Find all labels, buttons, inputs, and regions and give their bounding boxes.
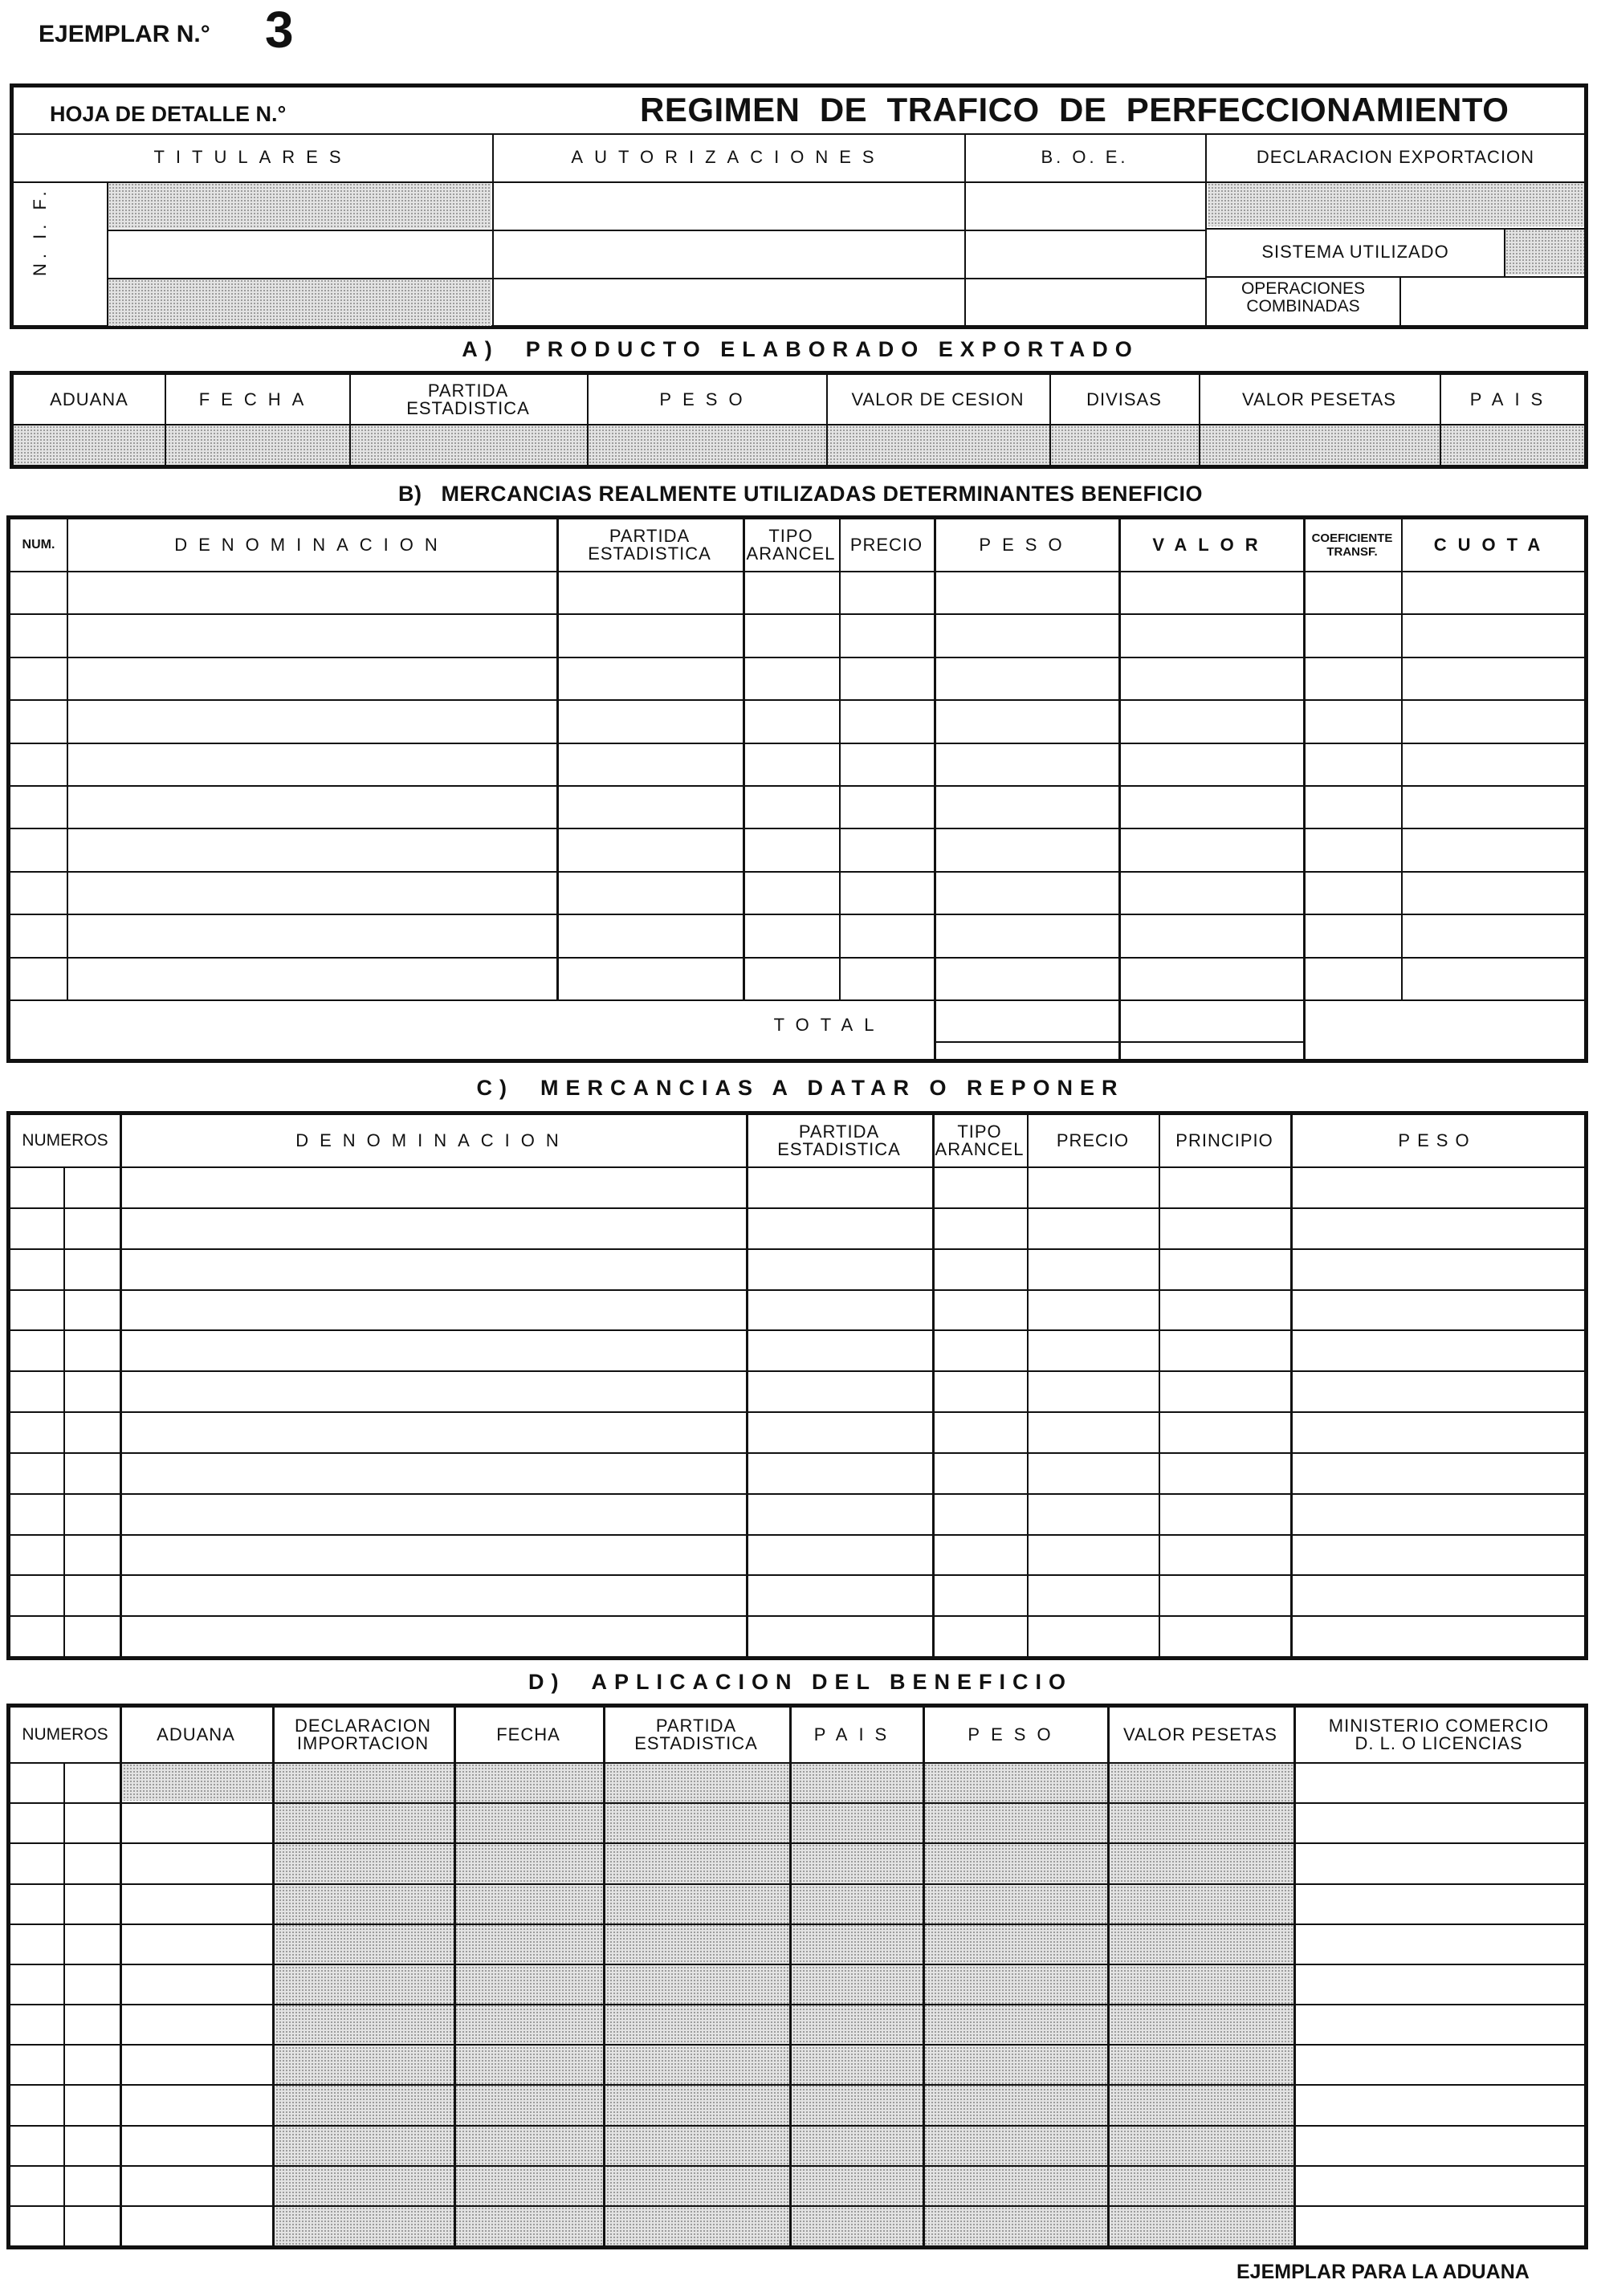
- b-col-valor: VALOR: [1152, 535, 1269, 555]
- b-col-num: NUM.: [22, 538, 55, 552]
- section-c-table: [6, 1111, 1588, 1660]
- c-row-line: [10, 1452, 1584, 1454]
- c-row-line: [10, 1329, 1584, 1331]
- d-row-line: [10, 1964, 1584, 1965]
- c-col-numeros: NUMEROS: [22, 1131, 108, 1150]
- b-col-cuota: CUOTA: [1433, 535, 1552, 555]
- a-col-valor-pesetas: VALOR PESETAS: [1242, 389, 1396, 409]
- d-row-line: [10, 2084, 1584, 2086]
- d-row-line: [10, 2004, 1584, 2005]
- section-b-title: B) MERCANCIAS REALMENTE UTILIZADAS DETERMINANTES BENEFICIO: [398, 482, 1203, 506]
- d-row-line: [10, 2205, 1584, 2207]
- nif-label: N. I. F.: [30, 186, 50, 276]
- section-a-data-row[interactable]: [14, 425, 1584, 465]
- c-row-line: [10, 1370, 1584, 1372]
- a-col-peso: PESO: [659, 389, 754, 409]
- autorizaciones-header: AUTORIZACIONES: [571, 147, 886, 167]
- d-row-line: [10, 1842, 1584, 1844]
- d-col-aduana: ADUANA: [157, 1724, 235, 1744]
- a-col-partida: PARTIDA ESTADISTICA: [406, 380, 530, 418]
- d-row-line: [10, 2044, 1584, 2046]
- b-col-tipo-arancel: TIPO ARANCEL: [746, 526, 836, 564]
- section-c-title: C) MERCANCIAS A DATAR O REPONER: [476, 1076, 1125, 1100]
- a-col-valor-cesion: VALOR DE CESION: [851, 389, 1025, 409]
- c-col-peso: PESO: [1398, 1130, 1477, 1150]
- d-col-valor-pesetas: VALOR PESETAS: [1123, 1724, 1277, 1744]
- operaciones-combinadas-label: OPERACIONES COMBINADAS: [1240, 279, 1366, 315]
- b-total-label: TOTAL: [773, 1015, 886, 1035]
- b-col-precio: PRECIO: [849, 535, 923, 555]
- section-d-title: D) APLICACION DEL BENEFICIO: [528, 1670, 1073, 1694]
- b-col-partida: PARTIDA ESTADISTICA: [588, 526, 711, 564]
- d-row-line: [10, 2165, 1584, 2167]
- b-col-coeficiente: COEFICIENTE TRANSF.: [1311, 531, 1393, 559]
- b-col-denominacion: DENOMINACION: [174, 535, 449, 555]
- boe-header: B. O. E.: [1041, 147, 1129, 167]
- a-col-fecha: FECHA: [198, 389, 316, 409]
- section-a-table: [10, 371, 1588, 469]
- c-row-line: [10, 1493, 1584, 1495]
- b-row-line: [10, 957, 1584, 959]
- declaracion-exportacion-field[interactable]: [1208, 183, 1584, 226]
- c-row-line: [10, 1534, 1584, 1536]
- c-row-line: [10, 1248, 1584, 1250]
- c-col-principio: PRINCIPIO: [1175, 1130, 1273, 1150]
- d-row-line: [10, 2125, 1584, 2127]
- d-shaded-aduana-row1: [120, 1764, 272, 1801]
- titulares-field-1[interactable]: [108, 183, 491, 229]
- header-table: [10, 83, 1588, 329]
- d-col-numeros: NUMEROS: [22, 1725, 108, 1744]
- a-col-aduana: ADUANA: [50, 389, 128, 409]
- ejemplar-label: EJEMPLAR N.°: [39, 21, 210, 47]
- ejemplar-number: 3: [265, 1, 294, 59]
- section-d-table: [6, 1704, 1588, 2249]
- c-col-denominacion: DENOMINACION: [295, 1130, 570, 1150]
- c-col-partida: PARTIDA ESTADISTICA: [777, 1122, 901, 1159]
- c-col-tipo-arancel: TIPO ARANCEL: [935, 1122, 1025, 1159]
- a-col-divisas: DIVISAS: [1086, 389, 1162, 409]
- d-col-ministerio-comercio: MINISTERIO COMERCIO D. L. O LICENCIAS: [1328, 1716, 1550, 1753]
- titulares-field-3[interactable]: [108, 279, 491, 326]
- b-row-line: [10, 785, 1584, 787]
- section-a-title: A) PRODUCTO ELABORADO EXPORTADO: [462, 337, 1139, 361]
- d-col-partida: PARTIDA ESTADISTICA: [634, 1716, 758, 1753]
- c-row-line: [10, 1574, 1584, 1576]
- b-col-peso: PESO: [979, 535, 1073, 555]
- form-title: REGIMEN DE TRAFICO DE PERFECCIONAMIENTO: [640, 91, 1509, 128]
- sistema-utilizado-label: SISTEMA UTILIZADO: [1261, 242, 1449, 262]
- c-row-line: [10, 1289, 1584, 1291]
- b-row-line: [10, 699, 1584, 701]
- a-col-pais: PAIS: [1469, 389, 1554, 409]
- section-b-table: [6, 515, 1588, 1063]
- sistema-utilizado-field[interactable]: [1505, 230, 1584, 275]
- footer-label: EJEMPLAR PARA LA ADUANA: [1236, 2261, 1530, 2283]
- declaracion-exportacion-header: DECLARACION EXPORTACION: [1256, 147, 1535, 167]
- titulares-header: TITULARES: [153, 147, 352, 167]
- c-row-line: [10, 1615, 1584, 1617]
- d-col-peso: PESO: [968, 1724, 1062, 1744]
- d-row-line: [10, 1924, 1584, 1925]
- c-row-line: [10, 1207, 1584, 1209]
- hoja-label: HOJA DE DETALLE N.°: [50, 102, 287, 126]
- b-row-line: [10, 914, 1584, 915]
- d-row-line: [10, 1883, 1584, 1885]
- b-row-line: [10, 828, 1584, 829]
- d-col-pais: PAIS: [813, 1724, 898, 1744]
- c-row-line: [10, 1411, 1584, 1413]
- b-row-line: [10, 657, 1584, 658]
- b-row-line: [10, 871, 1584, 873]
- d-row-line: [10, 1802, 1584, 1804]
- b-row-line: [10, 613, 1584, 615]
- d-col-declaracion-importacion: DECLARACION IMPORTACION: [295, 1716, 431, 1753]
- c-col-precio: PRECIO: [1056, 1130, 1130, 1150]
- b-row-line: [10, 743, 1584, 744]
- d-col-fecha: FECHA: [496, 1724, 560, 1744]
